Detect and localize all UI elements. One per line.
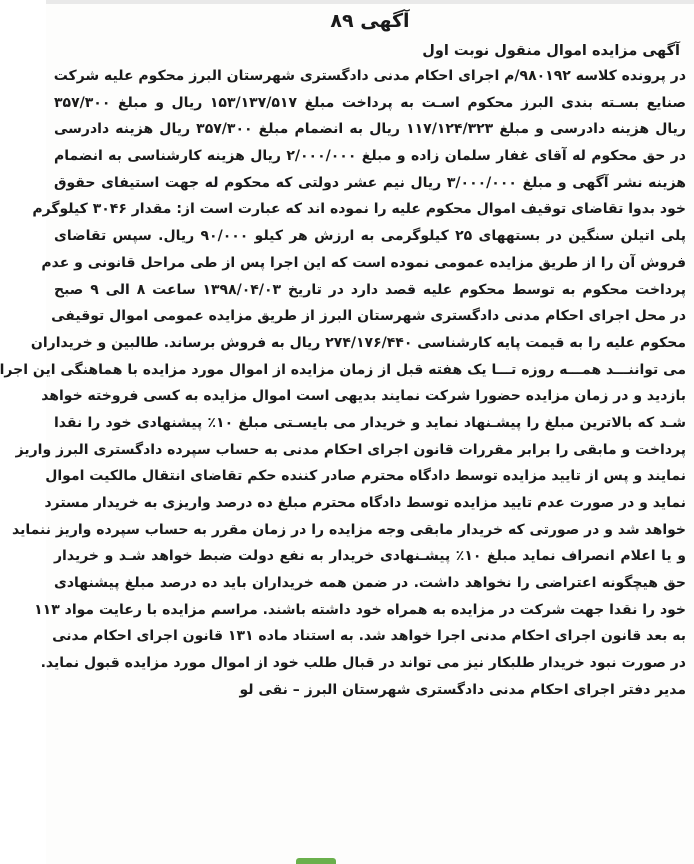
notice-line: پرداخت محکوم به توسط محکوم علیه قصد دارد در تاریخ ۱۳۹۸/۰۴/۰۳ ساعت ۸ الی ۹ صبح	[54, 281, 687, 298]
notice-line: نمایند و پس از تایید مزایده توسط دادگاه محترم صادر کننده حکم تقاضای انتقال مالکیت اموال	[45, 468, 686, 485]
notice-line: ریال هزینه دادرسی و مبلغ ۱۱۷/۱۲۴/۳۲۳ ریال به انضمام مبلغ ۳۵۷/۳۰۰ ریال هزینه دادرسی	[54, 121, 686, 138]
notice-line: در صورت نبود خریدار طلبکار نیز می تواند در قبال طلب خود از اموال مورد مزایده قبول نماید.	[40, 655, 686, 672]
notice-line: به بعد قانون اجرای احکام مدنی اجرا خواهد شد. به استناد ماده ۱۳۱ قانون اجرای احکام مدنی	[52, 628, 686, 645]
notice-line: در پرونده کلاسه ۹۸۰۱۹۲/م اجرای احکام مدنی دادگستری شهرستان البرز محکوم علیه شرکت	[53, 68, 686, 84]
notice-line: در حق محکوم له آقای غفار سلمان زاده و مبلغ ۲/۰۰۰/۰۰۰ ریال هزینه کارشناسی به انضمام	[54, 148, 686, 165]
notice-line: خواهد شد و در صورتی که خریدار مابقی وجه مزایده را در زمان مقرر به حساب سپرده واریز ننماید	[12, 521, 686, 538]
notice-line: و یا اعلام انصراف نماید مبلغ ۱۰٪ پیشـنهادی خریدار به نفع دولت ضبط خواهد شـد و خریدار	[54, 548, 686, 565]
notice-line: حق هیچگونه اعتراضی را نخواهد داشت. در ضمن همه خریداران باید ده درصد مبلغ پیشنهادی	[54, 575, 686, 592]
notice-line: بازدید و در زمان مزایده حضورا شرکت نمایند بدیهی است اموال مزایده به کسی فروخته خواهد	[41, 388, 686, 405]
notice-line: شـد که بالاترین مبلغ را پیشـنهاد نماید و خریدار می بایسـتی مبلغ ۱۰٪ پیشنهادی خود را نقدا	[54, 414, 686, 431]
notice-subtitle: آگهی مزایده اموال منقول نوبت اول	[422, 43, 680, 59]
notice-line: خود بدوا تقاضای توقیف اموال محکوم علیه را نموده اند که عبارت است از: مقدار ۳۰۴۶ کیلوگرم	[32, 201, 686, 218]
notice-line: فروش آن را از طریق مزایده عمومی نموده است که این اجرا پس از طی مراحل قانونی و عدم	[41, 254, 686, 271]
top-divider	[46, 0, 694, 4]
notice-line: پلی اتیلن سنگین در بستههای ۲۵ کیلوگرمی به ارزش هر کیلو ۹۰/۰۰۰ ریال. سپس تقاضای	[54, 228, 687, 245]
notice-line: خود را نقدا جهت شرکت در مزایده به همراه خود داشته باشند. مراسم مزایده با رعایت مواد ۱۱۳	[34, 601, 686, 618]
notice-title: آگهی ۸۹	[330, 10, 410, 32]
notice-line: می تواننـــد همـــه روزه تـــا یک هفته قبل از زمان مزایده از اموال مورد مزایده با هماهنگی این اجرا	[0, 361, 686, 378]
notice-line: پرداخت و مابقی را برابر مقررات قانون اجرای احکام مدنی به حساب سپرده دادگستری البرز واریز	[15, 441, 686, 458]
notice-line: صنایع بسـته بندی البرز محکوم اسـت به پرداخت مبلغ ۱۵۳/۱۳۷/۵۱۷ ریال و مبلغ ۳۵۷/۳۰۰	[54, 94, 686, 111]
page-edge-mark	[296, 858, 336, 864]
notice-line: محکوم علیه را به قیمت پایه کارشناسی ۲۷۴/۱۷۶/۴۴۰ ریال به فروش برساند. طالبین و خریداران	[30, 334, 686, 351]
notice-body	[0, 63, 687, 704]
notice-line: در محل اجرای احکام مدنی دادگستری شهرستان البرز از طریق مزایده عمومی اموال توقیفی	[51, 308, 686, 325]
notice-line: هزینه نشر آگهی و مبلغ ۳/۰۰۰/۰۰۰ ریال نیم عشر دولتی که محکوم له جهت استیفای حقوق	[54, 174, 687, 191]
notice-signature: مدیر دفتر اجرای احکام مدنی دادگستری شهرستان البرز – نقی لو	[239, 681, 686, 698]
notice-line: نماید و در صورت عدم تایید مزایده توسط دادگاه محترم مبلغ ده درصد واریزی به خریدار مسترد	[44, 495, 686, 511]
